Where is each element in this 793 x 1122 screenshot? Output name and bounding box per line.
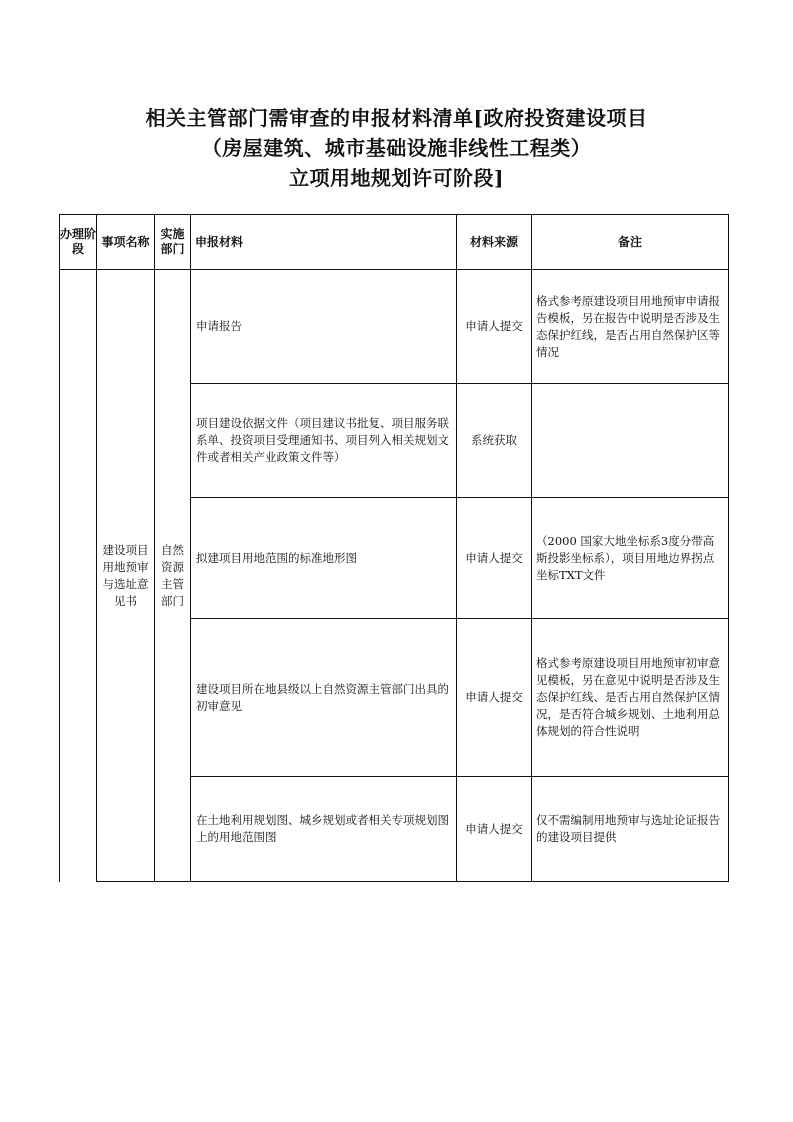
table-header-row [60, 215, 729, 270]
header-department: 实施部门 [155, 215, 191, 270]
material-cell: 申请报告 [191, 270, 457, 384]
document-title-line-1: 相关主管部门需审查的申报材料清单[政府投资建设项目 [145, 106, 648, 130]
header-material: 申报材料 [191, 215, 457, 270]
note-cell: 格式参考原建设项目用地预审初审意见模板，另在意见中说明是否涉及生态保护红线、是否占用自然保护区情况，是否符合城乡规划、土地利用总体规划的符合性说明 [532, 619, 729, 777]
source-cell: 申请人提交 [457, 777, 532, 882]
material-cell: 在土地利用规划图、城乡规划或者相关专项规划图上的用地范围图 [191, 777, 457, 882]
material-cell: 拟建项目用地范围的标准地形图 [191, 498, 457, 619]
note-cell: 仅不需编制用地预审与选址论证报告的建设项目提供 [532, 777, 729, 882]
note-cell: （2000 国家大地坐标系3度分带高斯投影坐标系），项目用地边界拐点坐标TXT文件 [532, 498, 729, 619]
table-row [60, 270, 729, 384]
header-item-name: 事项名称 [97, 215, 155, 270]
materials-table [59, 214, 729, 882]
source-cell: 申请人提交 [457, 619, 532, 777]
source-cell: 申请人提交 [457, 270, 532, 384]
note-cell [532, 384, 729, 498]
header-source: 材料来源 [457, 215, 532, 270]
item-name-cell: 建设项目用地预审与选址意见书 [97, 270, 155, 882]
department-cell: 自然资源主管部门 [155, 270, 191, 882]
document-title-line-3: 立项用地规划许可阶段] [289, 166, 504, 190]
source-cell: 申请人提交 [457, 498, 532, 619]
material-cell: 项目建设依据文件（项目建议书批复、项目服务联系单、投资项目受理通知书、项目列入相关规划文件或者相关产业政策文件等） [191, 384, 457, 498]
note-cell: 格式参考原建设项目用地预审申请报告模板，另在报告中说明是否涉及生态保护红线，是否占用自然保护区等情况 [532, 270, 729, 384]
header-stage: 办理阶段 [60, 215, 97, 270]
material-cell: 建设项目所在地县级以上自然资源主管部门出具的初审意见 [191, 619, 457, 777]
document-title-line-2: （房屋建筑、城市基础设施非线性工程类） [201, 136, 592, 160]
source-cell: 系统获取 [457, 384, 532, 498]
stage-cell [60, 270, 97, 882]
header-note: 备注 [532, 215, 729, 270]
